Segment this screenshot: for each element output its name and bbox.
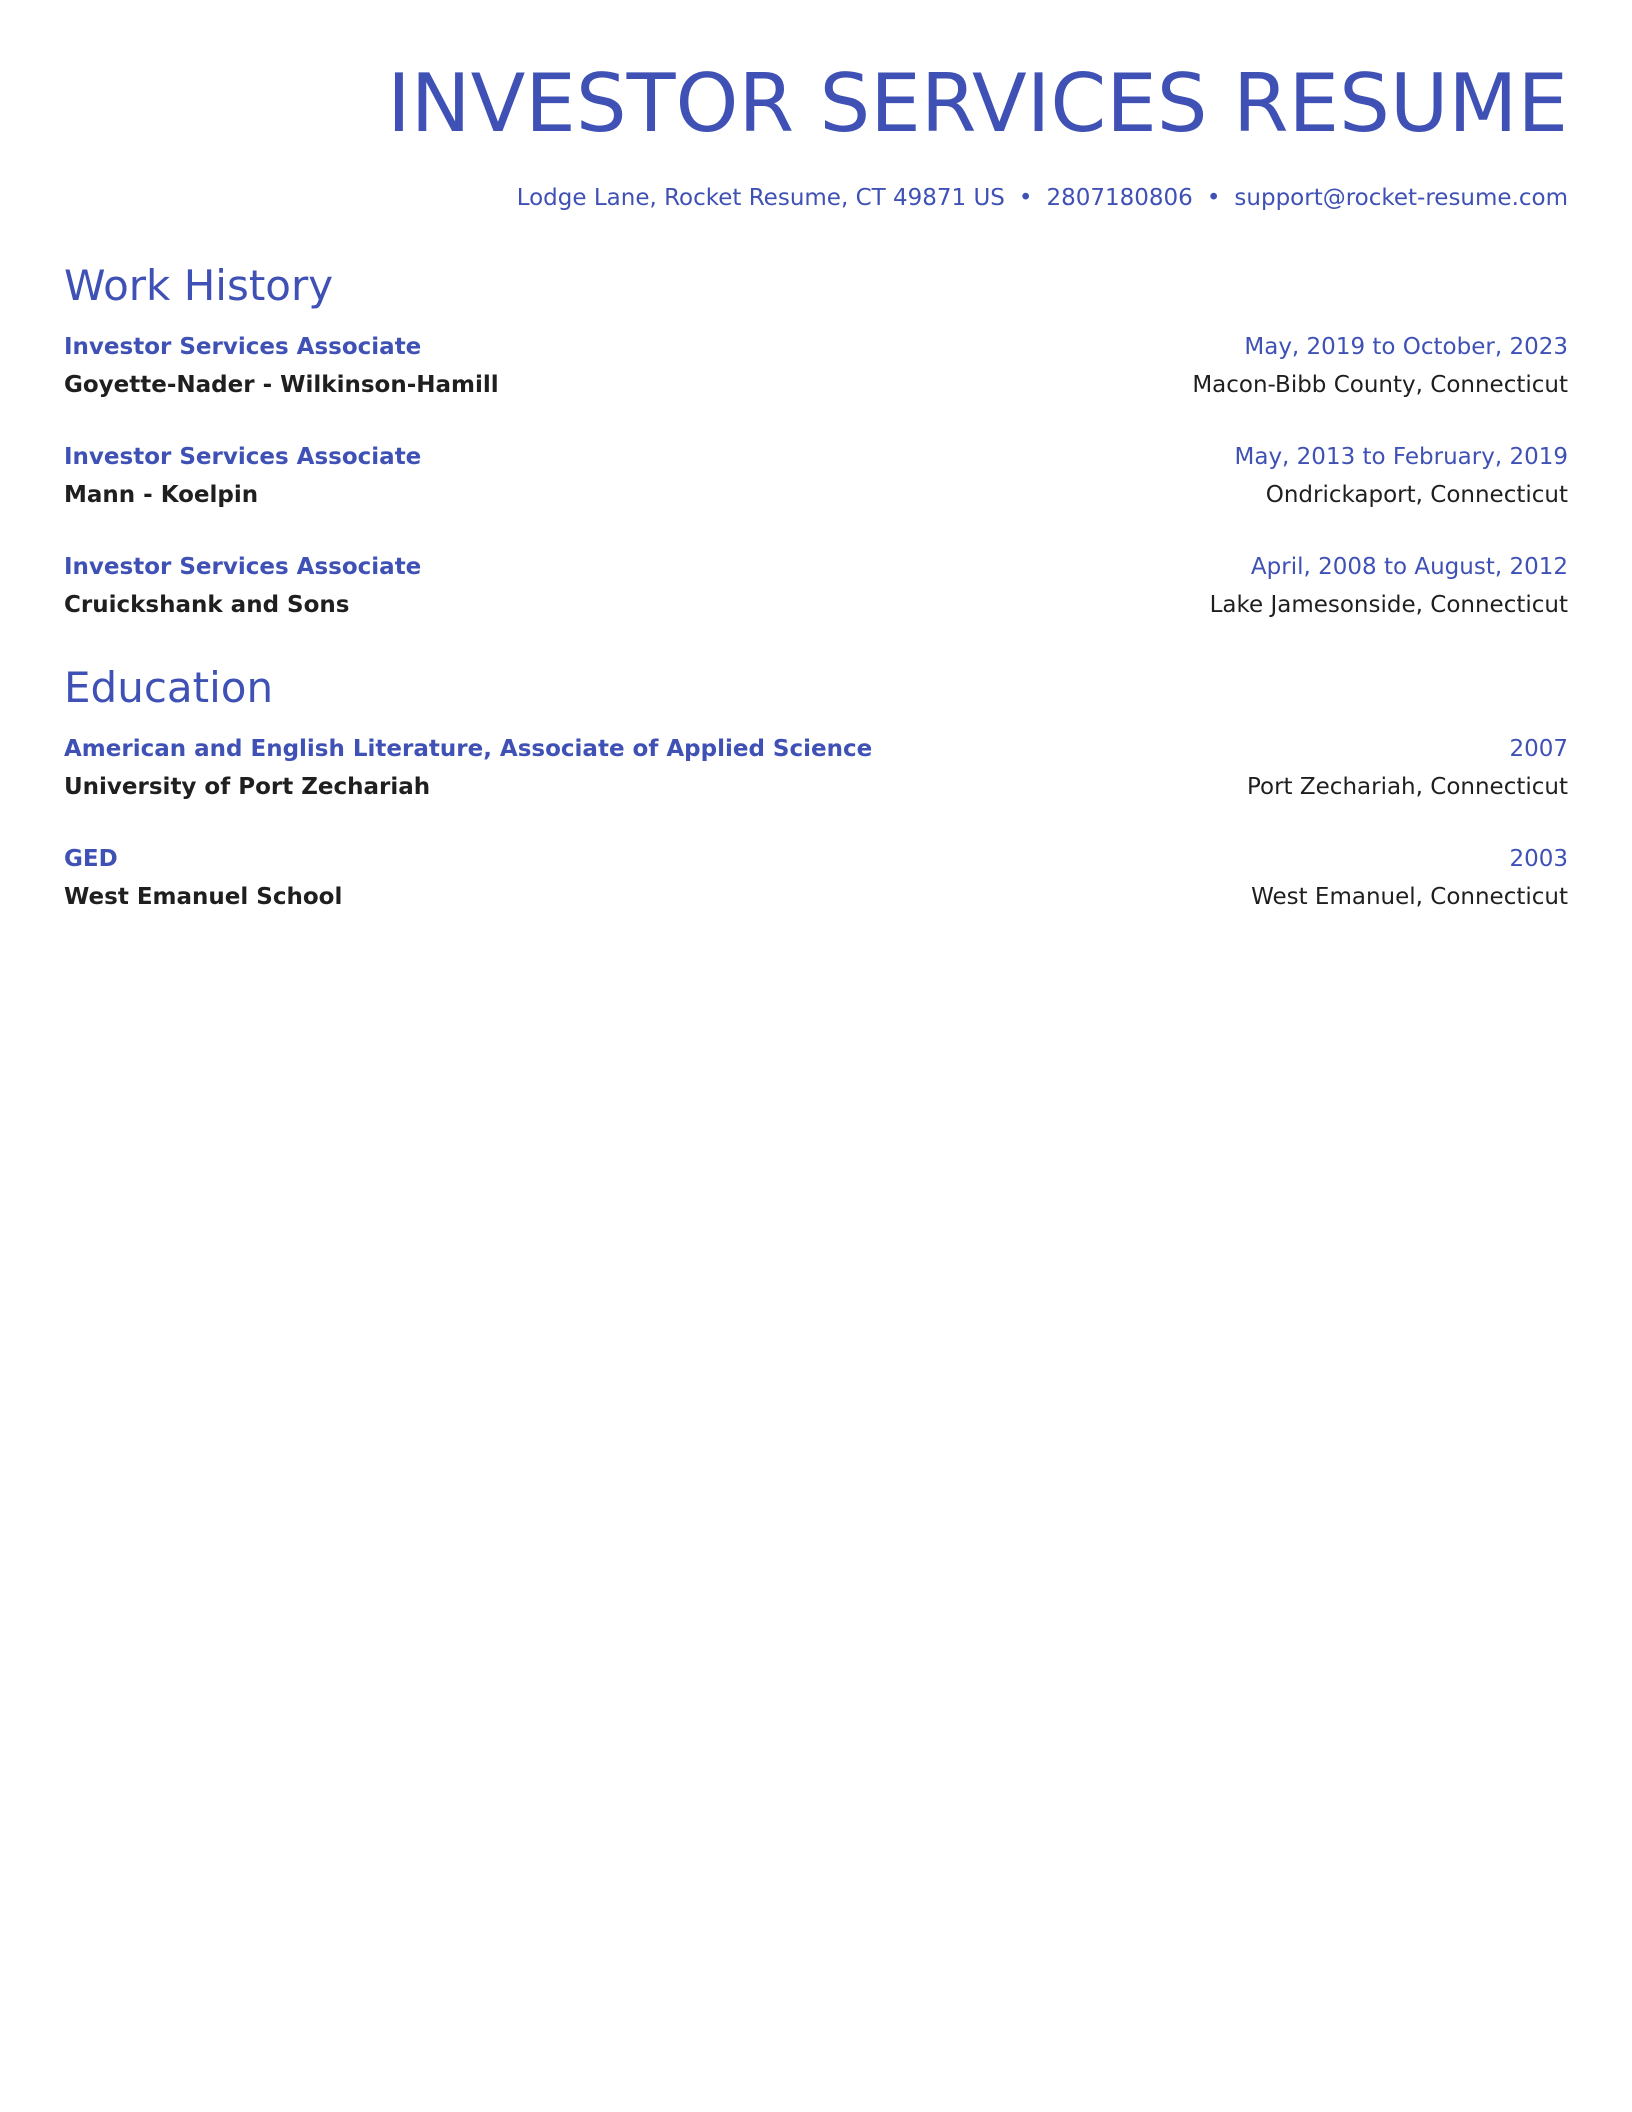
contact-address: Lodge Lane, Rocket Resume, CT 49871 US [516,185,1005,211]
job-location: Macon-Bibb County, Connecticut [1192,372,1568,398]
contact-email: support@rocket-resume.com [1234,185,1568,211]
contact-phone: 2807180806 [1046,185,1193,211]
contact-line [64,182,1568,214]
job-dates: April, 2008 to August, 2012 [1250,554,1568,580]
school-location: Port Zechariah, Connecticut [1246,774,1568,800]
job-title: Investor Services Associate [64,334,422,360]
education-list [64,730,1568,916]
school-name: West Emanuel School [64,884,343,910]
company-name: Mann - Koelpin [64,482,259,508]
job-dates: May, 2019 to October, 2023 [1244,334,1568,360]
work-history-list [64,328,1568,624]
graduation-year: 2003 [1509,846,1568,872]
degree-name: GED [64,846,118,872]
job-location: Ondrickaport, Connecticut [1265,482,1568,508]
education-entry [64,840,1568,916]
job-title: Investor Services Associate [64,554,422,580]
company-name: Goyette-Nader - Wilkinson-Hamill [64,372,499,398]
contact-separator: • [1206,185,1221,211]
work-entry [64,328,1568,404]
work-entry [64,438,1568,514]
work-entry [64,548,1568,624]
education-entry [64,730,1568,806]
section-title-education: Education [64,663,274,712]
school-location: West Emanuel, Connecticut [1251,884,1568,910]
resume-page [64,0,1568,916]
graduation-year: 2007 [1509,736,1568,762]
resume-title: INVESTOR SERVICES RESUME [387,57,1568,150]
job-dates: May, 2013 to February, 2019 [1234,444,1568,470]
section-title-work-history: Work History [64,261,334,310]
contact-separator: • [1018,185,1033,211]
school-name: University of Port Zechariah [64,774,431,800]
degree-name: American and English Literature, Associate of Applied Science [64,736,873,762]
company-name: Cruickshank and Sons [64,592,350,618]
job-location: Lake Jamesonside, Connecticut [1209,592,1568,618]
job-title: Investor Services Associate [64,444,422,470]
